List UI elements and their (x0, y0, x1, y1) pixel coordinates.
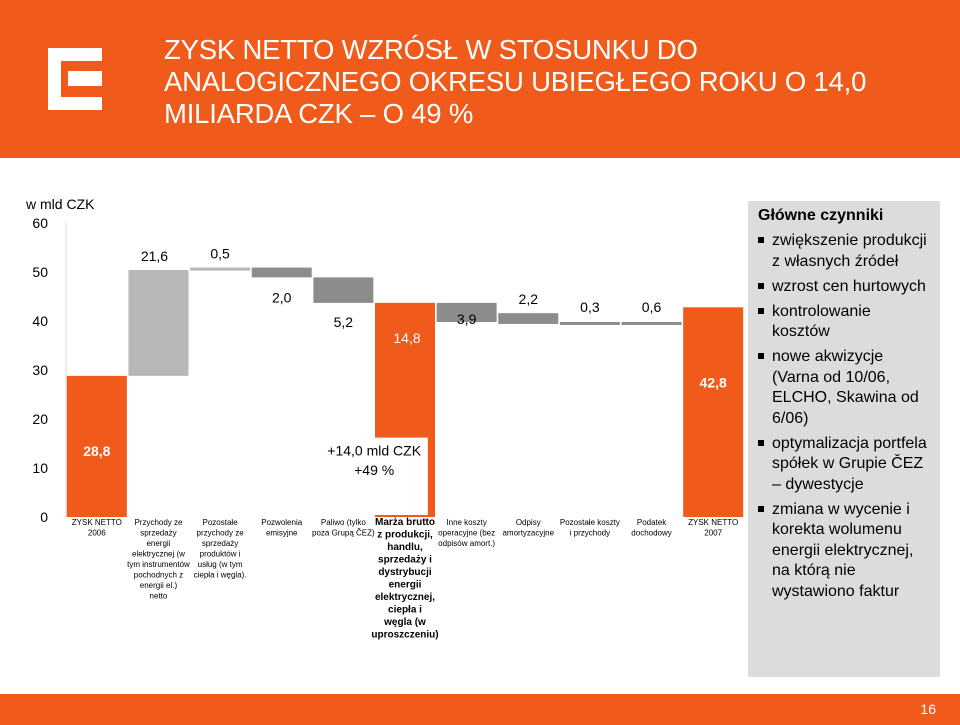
driver-item (758, 231, 932, 272)
bar-value-label: 3,9 (456, 310, 477, 327)
square-bullet-icon (758, 440, 764, 446)
driver-text: wzrost cen hurtowych (772, 277, 926, 295)
bar-value-label: 0,3 (580, 298, 600, 315)
bar-value-label: 28,8 (83, 442, 111, 459)
bar-value-label: 2,0 (271, 289, 292, 306)
category-label: Odpisy amortyzacyjne (502, 518, 555, 538)
bar (252, 268, 312, 278)
bar-value-label: 0,5 (210, 245, 230, 262)
waterfall-chart (0, 190, 745, 660)
driver-item (758, 500, 932, 603)
category-label: Pozwolenia emisyjne (261, 518, 303, 538)
y-tick-label: 40 (32, 313, 48, 329)
bar (498, 313, 558, 324)
driver-text: zmiana w wycenie i korekta wolumenu energii elektrycznej, na którą nie wystawiono faktur (772, 500, 914, 600)
y-tick-label: 60 (32, 215, 48, 231)
header-bar (0, 0, 960, 158)
footer-bar (0, 694, 960, 725)
square-bullet-icon (758, 237, 764, 243)
driver-text: optymalizacja portfela spółek w Grupie ČEZ – dywestycje (772, 434, 927, 493)
driver-item (758, 347, 932, 429)
category-label: Marża brutto z produkcji, handlu, sprzedaży i dystrybucji energii elektrycznej, ciepła i węgla (w uproszczeniu) (371, 517, 439, 641)
square-bullet-icon (758, 506, 764, 512)
bar-value-label: 0,6 (641, 298, 662, 315)
bar (313, 277, 373, 302)
category-label: Pozostałe koszty i przychody (559, 518, 620, 538)
bar-value-label: 42,8 (699, 374, 727, 391)
category-label: Pozostałe przychody ze sprzedaży produktów i usług (w tym ciepła i węgla). (193, 518, 247, 580)
annotation-line1: +14,0 mld CZK (327, 442, 422, 459)
page-title: ZYSK NETTO WZRÓSŁ W STOSUNKU DO ANALOGICZNEGO OKRESU UBIEGŁEGO ROKU O 14,0 MILIARDA CZK – O 49 % (164, 34, 867, 129)
category-label: Przychody ze sprzedaży energii elektrycznej (w tym instrumentów pochodnych z energii el.) netto (127, 518, 190, 601)
square-bullet-icon (758, 283, 764, 289)
drivers-panel (748, 201, 940, 677)
y-tick-label: 50 (32, 264, 48, 280)
driver-item (758, 277, 932, 298)
bar (683, 307, 743, 517)
y-tick-label: 0 (40, 509, 48, 525)
cez-logo-icon (0, 0, 150, 158)
category-label: Podatek dochodowy (631, 518, 672, 538)
category-label: ZYSK NETTO 2006 (71, 518, 122, 538)
bar-value-label: 14,8 (393, 329, 421, 346)
driver-text: kontrolowanie kosztów (772, 302, 871, 340)
y-tick-label: 20 (32, 411, 48, 427)
driver-item (758, 434, 932, 496)
bar-value-label: 21,6 (140, 248, 169, 265)
category-label: ZYSK NETTO 2007 (688, 518, 739, 538)
square-bullet-icon (758, 353, 764, 359)
drivers-title: Główne czynniki (758, 207, 884, 224)
y-axis-title: w mld CZK (26, 196, 95, 212)
annotation-line2: +49 % (354, 461, 395, 478)
square-bullet-icon (758, 308, 764, 314)
bar (560, 322, 620, 325)
category-label: Paliwo (tylko poza Grupą ČEZ) (312, 518, 375, 538)
driver-item (758, 302, 932, 343)
driver-text: nowe akwizycje (Varna od 10/06, ELCHO, Skawina od 6/06) (772, 348, 919, 427)
bar-value-label: 5,2 (333, 313, 354, 330)
bar-value-label: 2,2 (518, 291, 539, 308)
y-tick-label: 10 (32, 460, 48, 476)
y-tick-label: 30 (32, 362, 48, 378)
bar (128, 270, 188, 376)
bar (622, 322, 682, 325)
drivers-list (758, 231, 932, 602)
page-number: 16 (920, 701, 936, 717)
driver-text: zwiększenie produkcji z własnych źródeł (772, 232, 927, 270)
bar (190, 268, 250, 271)
category-label: Inne koszty operacyjne (bez odpisów amort.) (438, 518, 496, 548)
